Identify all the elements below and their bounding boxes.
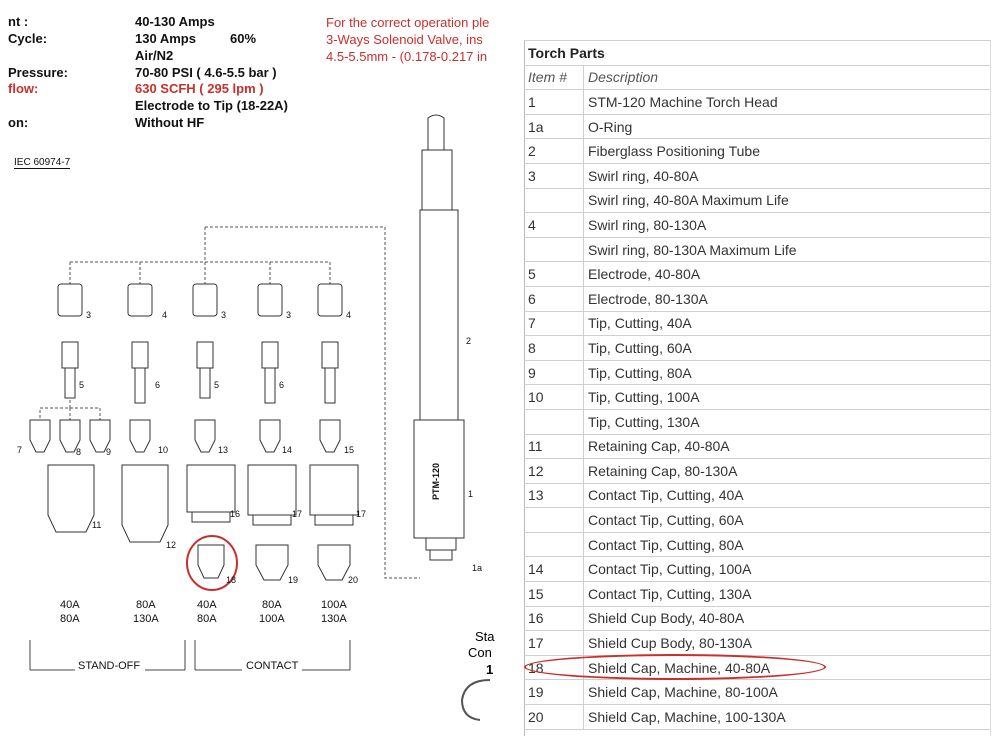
- table-row: [524, 114, 990, 139]
- spec-value: 70-80 PSI ( 4.6-5.5 bar ): [135, 65, 277, 80]
- item-number: 16: [524, 606, 584, 631]
- torch-model-label: PTM-120: [431, 462, 441, 500]
- item-description: Contact Tip, Cutting, 130A: [584, 582, 991, 607]
- part-number: 15: [344, 445, 355, 455]
- item-description: Swirl ring, 80-130A Maximum Life: [584, 237, 991, 262]
- item-number: 13: [524, 483, 584, 508]
- item-description: Contact Tip, Cutting, 80A: [584, 532, 991, 557]
- side-text: Con: [468, 645, 492, 660]
- table-row: [524, 631, 990, 656]
- part-number: 8: [76, 447, 82, 457]
- table-row: [524, 582, 990, 607]
- item-description: Shield Cup Body, 40-80A: [584, 606, 991, 631]
- group-standoff-label: STAND-OFF: [78, 660, 141, 672]
- amp-top: 80A: [136, 599, 156, 611]
- part-number: 10: [158, 445, 169, 455]
- item-number: 1a: [524, 114, 584, 139]
- item-description: Contact Tip, Cutting, 40A: [584, 483, 991, 508]
- item-number: 12: [524, 459, 584, 484]
- table-row: [524, 139, 990, 164]
- table-title: Torch Parts: [524, 41, 990, 66]
- amp-bottom: 80A: [60, 613, 80, 625]
- part-number: 9: [106, 447, 112, 457]
- table-row: [524, 360, 990, 385]
- part-number: 20: [348, 575, 359, 585]
- item-number: 11: [524, 434, 584, 459]
- item-description: Swirl ring, 40-80A Maximum Life: [584, 188, 991, 213]
- item-number: 20: [524, 705, 584, 730]
- item-description: Tip, Cutting, 40A: [584, 311, 991, 336]
- table-row: [524, 237, 990, 262]
- part-number: 13: [218, 445, 229, 455]
- spec-label: Pressure:: [8, 65, 68, 80]
- part-number: 12: [166, 540, 177, 550]
- item-description: Tip, Cutting, 130A: [584, 409, 991, 434]
- item-description: Shield Cup Body, 80-130A: [584, 631, 991, 656]
- table-row: [524, 311, 990, 336]
- spec-label: nt :: [8, 14, 29, 29]
- note-line: 4.5-5.5mm - (0.178-0.217 in: [326, 49, 488, 64]
- item-description: Shield Cap, Machine, 100-130A: [584, 705, 991, 730]
- table-row: [524, 483, 990, 508]
- item-description: Tip, Cutting, 60A: [584, 336, 991, 361]
- spec-label: Cycle:: [8, 31, 48, 46]
- item-number: 17: [524, 631, 584, 656]
- item-description: STM-120 Machine Torch Head: [584, 90, 991, 115]
- table-row: [524, 606, 990, 631]
- highlight-ellipse-row-18: [524, 654, 826, 680]
- amp-top: 80A: [262, 599, 282, 611]
- table-row: [524, 262, 990, 287]
- part-number: 11: [92, 520, 102, 530]
- amp-top: 40A: [60, 599, 80, 611]
- table-row: [524, 680, 990, 705]
- item-number: 6: [524, 286, 584, 311]
- item-number: 10: [524, 385, 584, 410]
- amp-bottom: 130A: [133, 613, 159, 625]
- amp-range-labels: [60, 599, 347, 625]
- part-number: 3: [221, 310, 227, 320]
- item-description: Swirl ring, 80-130A: [584, 213, 991, 238]
- spec-label: on:: [8, 115, 29, 130]
- item-description: Electrode, 40-80A: [584, 262, 991, 287]
- item-description: Fiberglass Positioning Tube: [584, 139, 991, 164]
- item-number: 9: [524, 360, 584, 385]
- item-number: 8: [524, 336, 584, 361]
- item-number: 4: [524, 213, 584, 238]
- item-number: 2: [524, 139, 584, 164]
- item-number: 18: [524, 655, 584, 680]
- table-row: [524, 459, 990, 484]
- side-text: 1: [486, 662, 494, 677]
- amp-top: 40A: [197, 599, 217, 611]
- torch-parts-table: [524, 40, 990, 730]
- item-description: Tip, Cutting, 80A: [584, 360, 991, 385]
- spec-value: 630 SCFH ( 295 lpm ): [135, 81, 264, 96]
- part-number: 3: [286, 310, 292, 320]
- item-number: [524, 237, 584, 262]
- part-number: 18: [226, 575, 237, 585]
- item-number: [524, 188, 584, 213]
- spec-value: Air/N2: [135, 48, 174, 63]
- spec-value-secondary: 60%: [230, 31, 257, 46]
- item-number: [524, 532, 584, 557]
- shield-caps: [198, 545, 350, 580]
- item-description: Electrode, 80-130A: [584, 286, 991, 311]
- item-description: Tip, Cutting, 100A: [584, 385, 991, 410]
- item-number: 14: [524, 557, 584, 582]
- part-number: 5: [214, 380, 220, 390]
- amp-bottom: 130A: [321, 613, 347, 625]
- swirl-rings: [58, 284, 342, 316]
- part-number: 19: [288, 575, 299, 585]
- item-description: Swirl ring, 40-80A: [584, 163, 991, 188]
- table-row: [524, 213, 990, 238]
- amp-bottom: 80A: [197, 613, 217, 625]
- part-number: 6: [279, 380, 285, 390]
- part-number: 2: [466, 336, 472, 346]
- table-row: [524, 163, 990, 188]
- item-number: [524, 409, 584, 434]
- part-number: 17: [356, 509, 367, 519]
- part-number: 17: [292, 509, 303, 519]
- table-row: [524, 336, 990, 361]
- parts-rows: [524, 90, 990, 729]
- part-number: 1: [468, 489, 474, 499]
- cable-curve-icon: [462, 680, 490, 720]
- spec-value: 40-130 Amps: [135, 14, 215, 29]
- table-row: [524, 557, 990, 582]
- electrodes: [62, 342, 338, 403]
- item-number: 5: [524, 262, 584, 287]
- table-row: [524, 409, 990, 434]
- item-description: Retaining Cap, 40-80A: [584, 434, 991, 459]
- part-number: 5: [79, 380, 85, 390]
- item-description: O-Ring: [584, 114, 991, 139]
- column-header-description: Description: [584, 65, 991, 90]
- table-row: [524, 188, 990, 213]
- item-number: 15: [524, 582, 584, 607]
- column-header-item: Item #: [524, 65, 584, 90]
- table-row: [524, 532, 990, 557]
- amp-top: 100A: [321, 599, 347, 611]
- table-row: [524, 90, 990, 115]
- part-number: 3: [86, 310, 92, 320]
- part-number: 7: [17, 445, 23, 455]
- table-row: [524, 434, 990, 459]
- part-number: 1a: [472, 563, 483, 573]
- item-description: Retaining Cap, 80-130A: [584, 459, 991, 484]
- spec-value: Without HF: [135, 115, 205, 130]
- table-row: [524, 705, 990, 730]
- item-description: Contact Tip, Cutting, 100A: [584, 557, 991, 582]
- amp-bottom: 100A: [259, 613, 285, 625]
- spec-value: 130 Amps: [135, 31, 196, 46]
- item-description: Contact Tip, Cutting, 60A: [584, 508, 991, 533]
- part-number: 6: [155, 380, 161, 390]
- part-number: 4: [346, 310, 352, 320]
- item-number: 3: [524, 163, 584, 188]
- item-description: Shield Cap, Machine, 80-100A: [584, 680, 991, 705]
- table-row: [524, 385, 990, 410]
- item-number: 1: [524, 90, 584, 115]
- item-number: 7: [524, 311, 584, 336]
- standard-label: IEC 60974-7: [14, 157, 71, 168]
- spec-label: flow:: [8, 81, 39, 96]
- part-number: 4: [162, 310, 168, 320]
- note-line: For the correct operation ple: [326, 15, 490, 30]
- item-number: 19: [524, 680, 584, 705]
- item-description: Shield Cap, Machine, 40-80A: [584, 655, 991, 680]
- group-contact-label: CONTACT: [246, 660, 299, 672]
- spec-value: Electrode to Tip (18-22A): [135, 98, 288, 113]
- part-number: 14: [282, 445, 293, 455]
- table-row: [524, 508, 990, 533]
- part-number-labels: [17, 310, 482, 585]
- table-row: [524, 286, 990, 311]
- side-text: Sta: [475, 629, 495, 644]
- note-line: 3-Ways Solenoid Valve, ins: [326, 32, 483, 47]
- caps: [48, 465, 358, 542]
- part-number: 16: [230, 509, 241, 519]
- item-number: [524, 508, 584, 533]
